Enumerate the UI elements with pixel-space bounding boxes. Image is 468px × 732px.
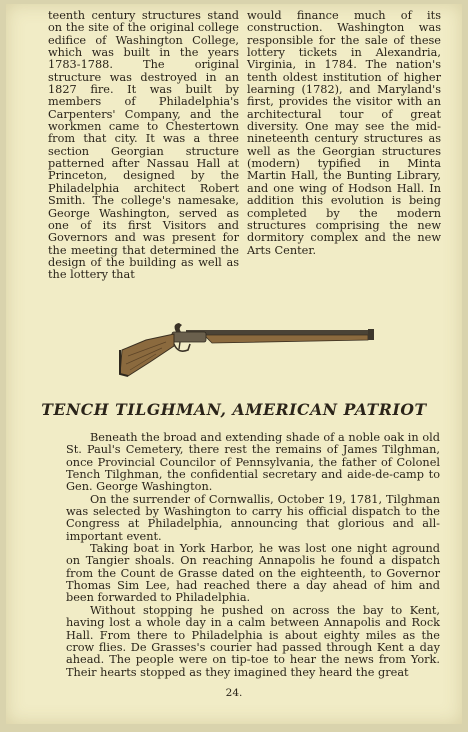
text-column-right: [247, 10, 441, 257]
article-body: [66, 432, 440, 679]
article-paragraph: On the surrender of Cornwallis, October 19, 1781, Tilghman was selected by Washington to carry his official dispatch to the Congress at Philadelphia, announcing that glorious and all-important event.: [66, 492, 440, 543]
article-paragraph: Beneath the broad and extending shade of a noble oak in old St. Paul's Cemetery, there rest the remains of James Tilghman, once Provincial Councilor of Pennsylvania, the father of Colonel Tench Tilghman, the confidential secretary and aide-de-camp to Gen. George Washington.: [66, 431, 440, 494]
article-paragraph: Without stopping he pushed on across the bay to Kent, having lost a whole day in a calm between Annapolis and Rock Hall. From there to Philadelphia is about eighty miles as the crow flies. De Grasses's courier had passed through Kent a day ahead. The people were on tip-toe to hear the news from York. Their hearts stopped as they imagined they heard the great: [66, 603, 440, 679]
column-left-text: teenth century structures stand on the site of the original college edifice of Washington College, which was built in the years 1783-1788. The original structure was destroyed in an 1827 fire. It was built by members of Philadelphia's Carpenters' Company, and the workmen came to Chestertown from that city. It was a three section Georgian structure patterned after Nassau Hall at Princeton, designed by the Philadelphia architect Robert Smith. The college's namesake, George Washington, served as one of its first Visitors and Governors and was present for the meeting that determined the design of the building as well as the lottery that: [48, 9, 239, 282]
book-page: [6, 4, 462, 724]
article-paragraph: Taking boat in York Harbor, he was lost one night aground on Tangier shoals. On reaching Annapolis he found a dispatch from the Count de Grasse dated on the eighteenth, to Governor Thomas Sim Lee, had reached there a day ahead of him and been forwarded to Philadelphia.: [66, 542, 440, 605]
page-number: 24.: [225, 687, 243, 699]
article-title: TENCH TILGHMAN, AMERICAN PATRIOT: [41, 400, 427, 419]
text-column-left: [48, 10, 239, 282]
column-right-text: would finance much of its construction. Washington was responsible for the sale of these lottery tickets in Alexandria, Virginia, in 1784. The nation's tenth oldest institution of higher learning (1782), and Maryland's first, provides the visitor with an architectural tour of great diversity. One may see the mid-nineteenth century structures as well as the Georgian structures (modern) typified in Minta Martin Hall, the Bunting Library, and one wing of Hodson Hall. In addition this evolution is being completed by the modern structures comprising the new dormitory complex and the new Arts Center.: [247, 9, 441, 257]
rifle-illustration: [116, 322, 376, 378]
